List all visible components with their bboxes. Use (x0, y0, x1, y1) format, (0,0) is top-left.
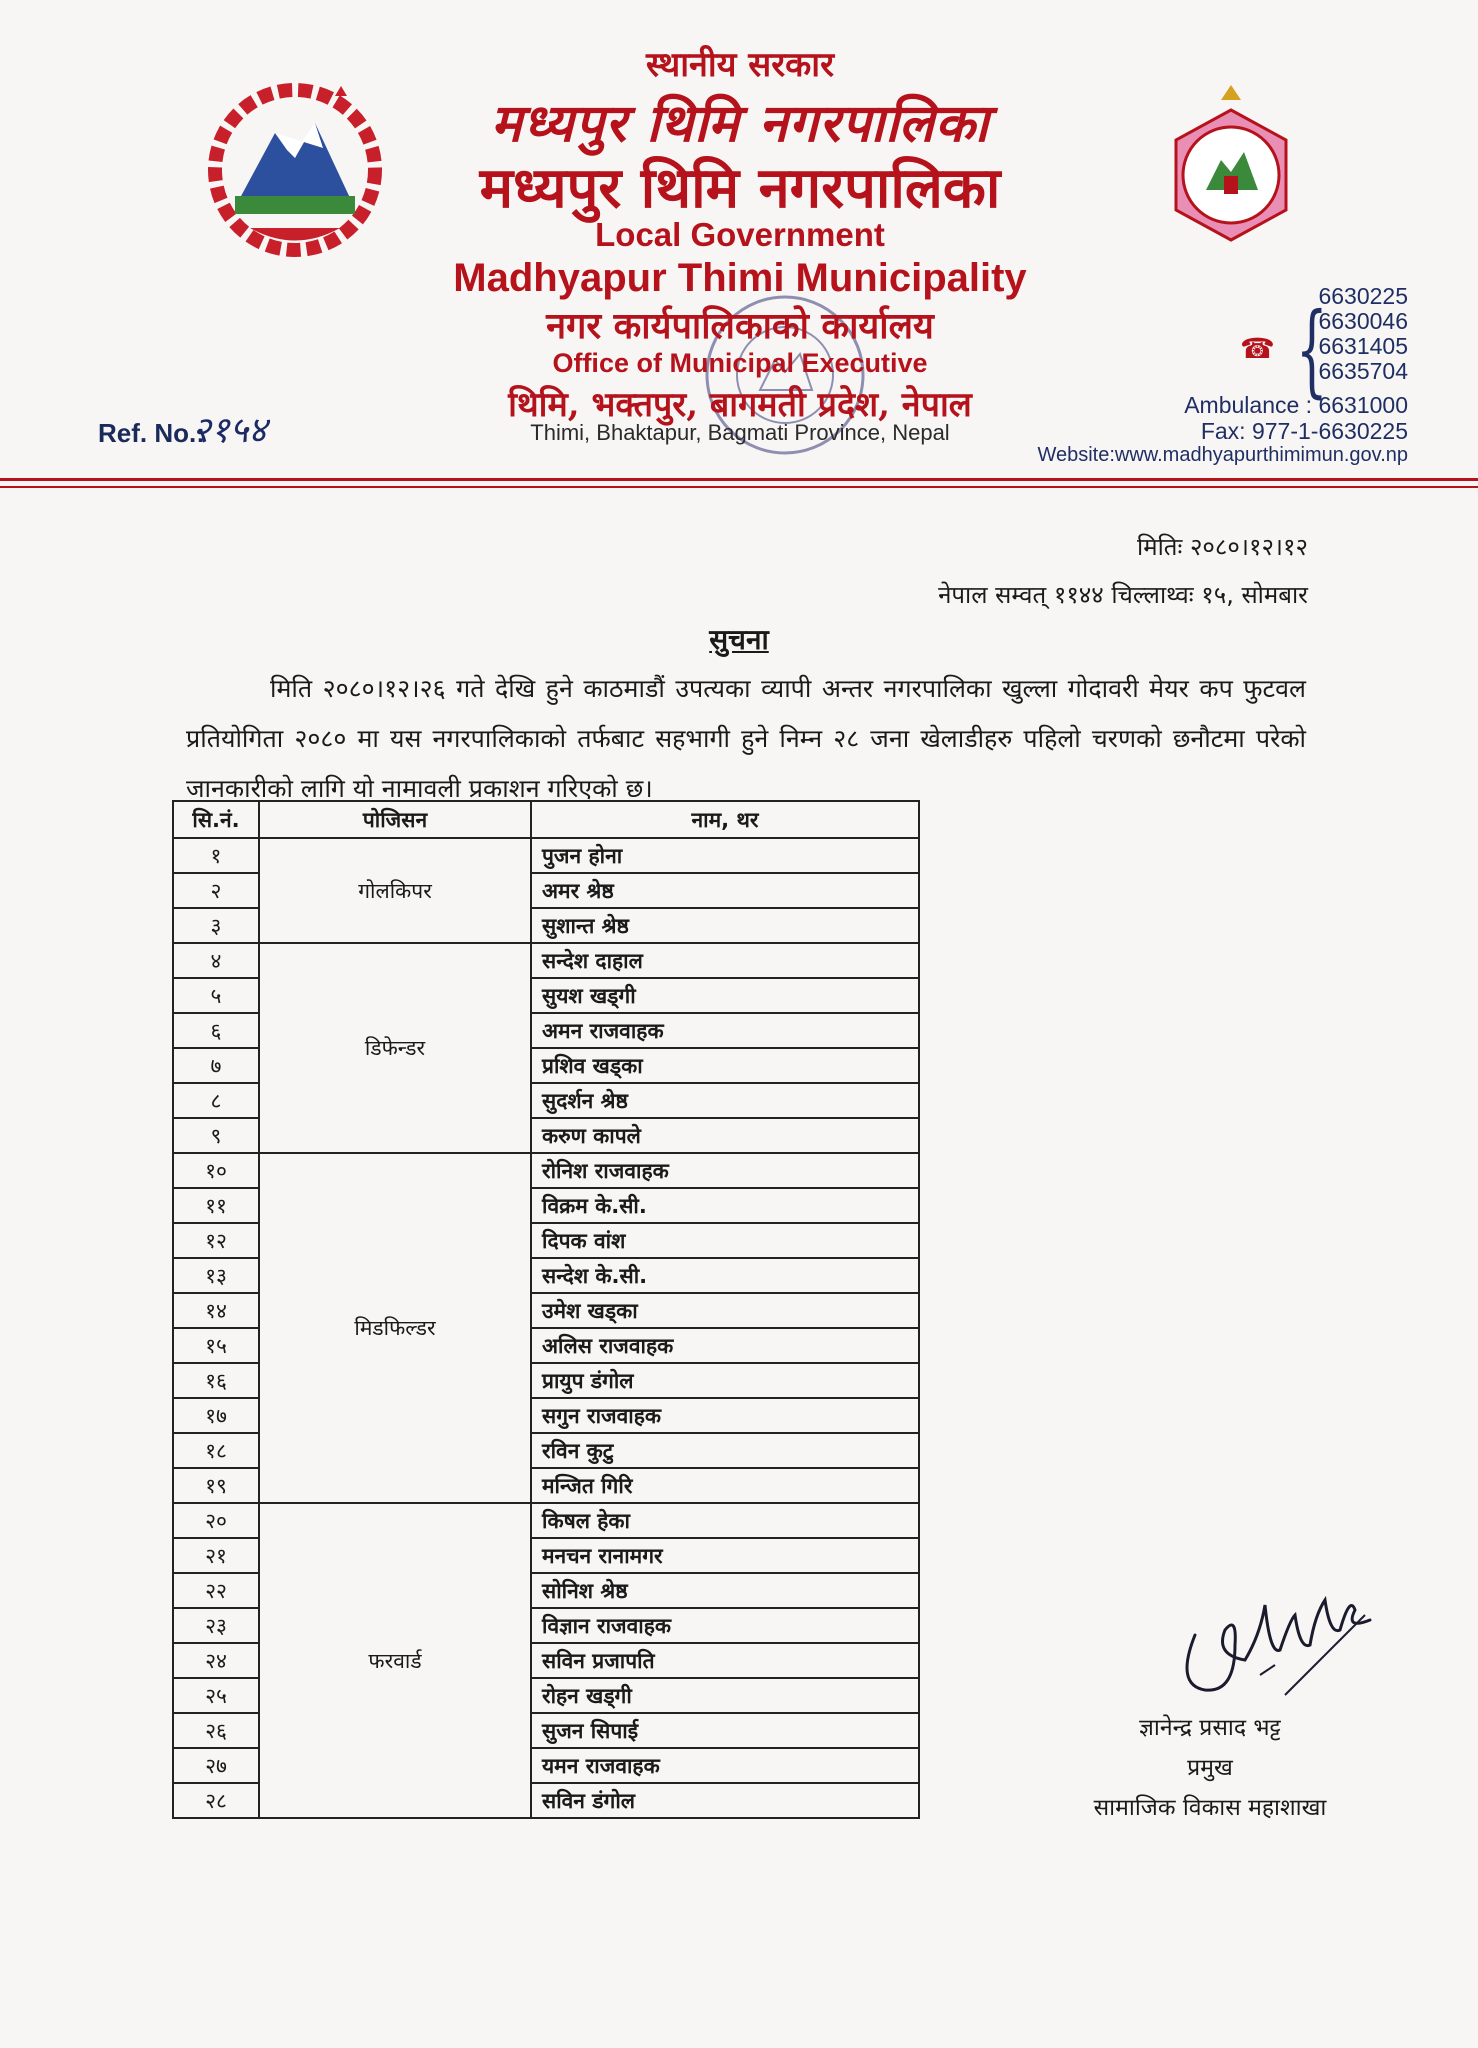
player-name: सुजन सिपाई (531, 1713, 919, 1748)
serial-number: २५ (173, 1678, 259, 1713)
position-cell: डिफेन्डर (259, 943, 531, 1153)
serial-number: ११ (173, 1188, 259, 1223)
signatory-name: ज्ञानेन्द्र प्रसाद भट्ट (1139, 1715, 1281, 1741)
player-name: यमन राजवाहक (531, 1748, 919, 1783)
player-name: अलिस राजवाहक (531, 1328, 919, 1363)
players-table-body (173, 838, 919, 1818)
phone-number: 6630046 (1318, 308, 1408, 334)
player-name: अमन राजवाहक (531, 1013, 919, 1048)
header-rule-thin (0, 486, 1478, 488)
serial-number: १९ (173, 1468, 259, 1503)
office-name-np: नगर कार्यपालिकाको कार्यालय (546, 305, 934, 347)
local-government-np: स्थानीय सरकार (645, 45, 835, 85)
signatory-title: प्रमुख (1187, 1755, 1233, 1781)
table-row (173, 943, 919, 978)
player-name: प्रशिव खड्का (531, 1048, 919, 1083)
notice-title: सुचना (709, 623, 769, 656)
municipality-name-en: Madhyapur Thimi Municipality (453, 256, 1027, 300)
serial-number: २१ (173, 1538, 259, 1573)
ref-number: २१५४ (192, 410, 267, 451)
office-name-en: Office of Municipal Executive (552, 348, 928, 378)
player-name: सुयश खड्गी (531, 978, 919, 1013)
serial-number: ८ (173, 1083, 259, 1118)
serial-number: २८ (173, 1783, 259, 1818)
player-name: विक्रम के.सी. (531, 1188, 919, 1223)
serial-number: २६ (173, 1713, 259, 1748)
phone-number: 6630225 (1318, 283, 1408, 309)
position-cell: फरवार्ड (259, 1503, 531, 1818)
position-cell: गोलकिपर (259, 838, 531, 943)
serial-number: १६ (173, 1363, 259, 1398)
table-row (173, 1503, 919, 1538)
players-table (172, 800, 920, 1819)
serial-number: ५ (173, 978, 259, 1013)
player-name: सोनिश श्रेष्ठ (531, 1573, 919, 1608)
player-name: रोहन खड्गी (531, 1678, 919, 1713)
municipality-name-np: मध्यपुर थिमि नगरपालिका (479, 155, 1001, 221)
notice-body: मिति २०८०।१२।२६ गते देखि हुने काठमाडौं उपत्यका व्यापी अन्तर नगरपालिका खुल्ला गोदावरी मेयर कप फुटवल प्रतियोगिता २०८० मा यस नगरपालिकाको तर्फबाट सहभागी हुने निम्न २८ जना खेलाडीहरु पहिलो चरणको छनौटमा परेको जानकारीको लागि यो नामावली प्रकाशन गरिएको छ। (186, 674, 1306, 803)
serial-number: १४ (173, 1293, 259, 1328)
serial-number: १० (173, 1153, 259, 1188)
serial-number: ४ (173, 943, 259, 978)
player-name: करुण कापले (531, 1118, 919, 1153)
nepal-sambat-date: नेपाल सम्वत् ११४४ चिल्लाथ्वः १५, सोमबार (938, 581, 1308, 609)
fax-number: Fax: 977-1-6630225 (1200, 418, 1408, 444)
serial-number: १५ (173, 1328, 259, 1363)
municipality-logo (1146, 80, 1316, 270)
header-serial: सि.नं. (173, 801, 259, 838)
header-position: पोजिसन (259, 801, 531, 838)
serial-number: १ (173, 838, 259, 873)
player-name: उमेश खड्का (531, 1293, 919, 1328)
player-name: किषल हेका (531, 1503, 919, 1538)
player-name: मनचन रानामगर (531, 1538, 919, 1573)
serial-number: १८ (173, 1433, 259, 1468)
serial-number: २० (173, 1503, 259, 1538)
serial-number: २ (173, 873, 259, 908)
address-np: थिमि, भक्तपुर, बागमती प्रदेश, नेपाल (508, 385, 972, 425)
phone-number: 6631405 (1318, 333, 1408, 359)
player-name: सन्देश दाहाल (531, 943, 919, 978)
ref-label: Ref. No.: (98, 418, 205, 448)
header-rule (0, 478, 1478, 481)
player-name: सगुन राजवाहक (531, 1398, 919, 1433)
player-name: अमर श्रेष्ठ (531, 873, 919, 908)
phone-brace: { (1295, 291, 1328, 408)
player-name: मन्जित गिरि (531, 1468, 919, 1503)
serial-number: १३ (173, 1258, 259, 1293)
local-government-en: Local Government (595, 216, 885, 253)
serial-number: ७ (173, 1048, 259, 1083)
serial-number: ६ (173, 1013, 259, 1048)
table-row (173, 1153, 919, 1188)
player-name: विज्ञान राजवाहक (531, 1608, 919, 1643)
ambulance-number: Ambulance : 6631000 (1184, 392, 1408, 418)
player-name: सविन डंगोल (531, 1783, 919, 1818)
municipality-name-calligraphic: मध्यपुर थिमि नगरपालिका (490, 93, 990, 154)
phone-list (1318, 284, 1408, 384)
signature (1165, 1575, 1395, 1705)
player-name: प्रायुप डंगोल (531, 1363, 919, 1398)
player-name: पुजन होना (531, 838, 919, 873)
player-name: सुदर्शन श्रेष्ठ (531, 1083, 919, 1118)
player-name: सविन प्रजापति (531, 1643, 919, 1678)
serial-number: २७ (173, 1748, 259, 1783)
serial-number: २२ (173, 1573, 259, 1608)
player-name: सुशान्त श्रेष्ठ (531, 908, 919, 943)
player-name: रविन कुटु (531, 1433, 919, 1468)
player-name: दिपक वांश (531, 1223, 919, 1258)
serial-number: १२ (173, 1223, 259, 1258)
nepal-emblem-logo (195, 78, 395, 268)
website: Website:www.madhyapurthimimun.gov.np (1037, 444, 1408, 466)
table-row (173, 838, 919, 873)
player-name: रोनिश राजवाहक (531, 1153, 919, 1188)
telephone-icon: ☎ (1240, 332, 1275, 365)
address-en: Thimi, Bhaktapur, Bagmati Province, Nepal (530, 420, 950, 445)
serial-number: २३ (173, 1608, 259, 1643)
signatory-department: सामाजिक विकास महाशाखा (1093, 1795, 1327, 1821)
table-header-row (173, 801, 919, 838)
notice-date: मितिः २०८०।१२।१२ (1137, 533, 1308, 561)
position-cell: मिडफिल्डर (259, 1153, 531, 1503)
phone-number: 6635704 (1318, 358, 1408, 384)
serial-number: २४ (173, 1643, 259, 1678)
player-name: सन्देश के.सी. (531, 1258, 919, 1293)
header-name: नाम, थर (531, 801, 919, 838)
serial-number: १७ (173, 1398, 259, 1433)
serial-number: ९ (173, 1118, 259, 1153)
serial-number: ३ (173, 908, 259, 943)
